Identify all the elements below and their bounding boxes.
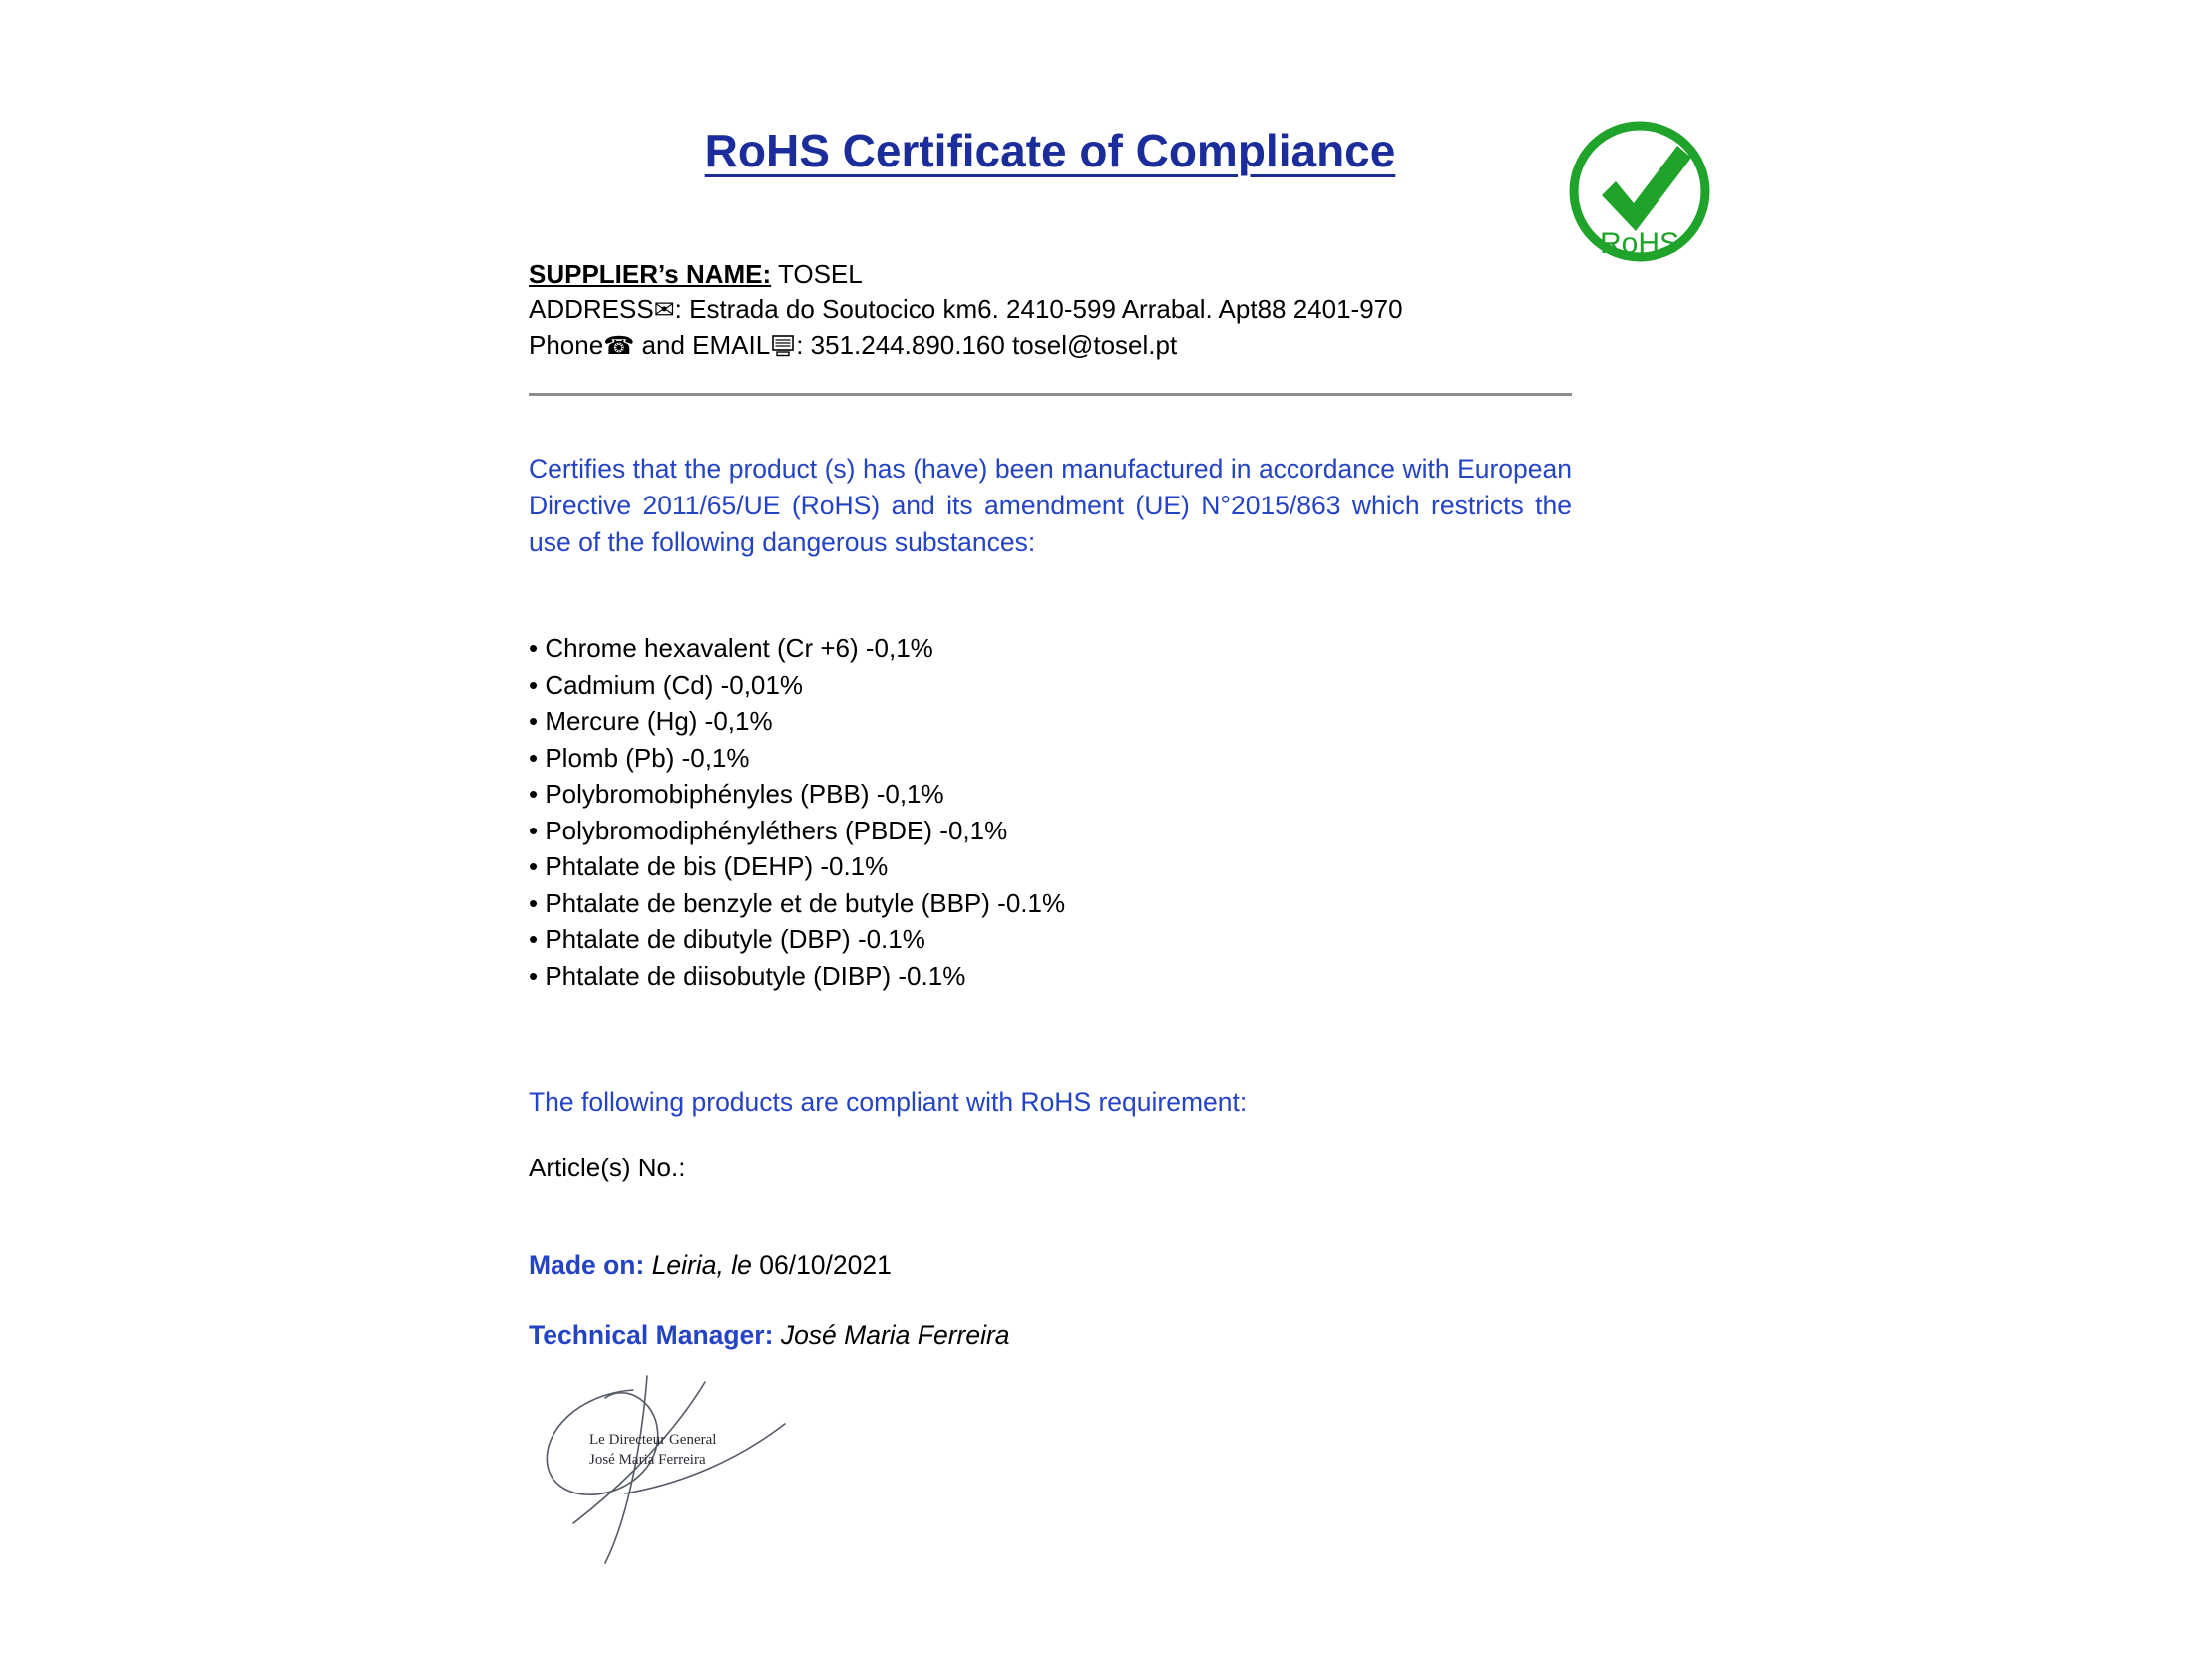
signature-stroke: [605, 1376, 647, 1563]
technical-manager-name: José Maria Ferreira: [780, 1320, 1010, 1350]
made-on-place: Leiria, le: [651, 1250, 752, 1280]
certification-statement: Certifies that the product (s) has (have) been manufactured in accordance with European Directive 2011/65/UE (RoHS) and its amendment (UE) N°2015/863 which restricts the use of the following dangerous substances:: [529, 454, 1572, 557]
rohs-logo-label: RoHS: [1599, 227, 1680, 260]
substance-item: • Phtalate de dibutyle (DBP) -0.1%: [529, 921, 1572, 958]
contact-value: : 351.244.890.160 tosel@tosel.pt: [796, 330, 1178, 360]
signature-line1: Le Directeur General: [589, 1432, 717, 1448]
checkmark-icon: [1602, 146, 1691, 231]
supplier-address-line: [529, 292, 1572, 328]
phone-icon: ☎: [603, 332, 635, 360]
divider-rule: [529, 393, 1572, 396]
supplier-block: [529, 257, 1572, 364]
substance-item: • Cadmium (Cd) -0,01%: [529, 667, 1572, 704]
substance-item: • Chrome hexavalent (Cr +6) -0,1%: [529, 630, 1572, 667]
made-on-label: Made on:: [529, 1250, 645, 1280]
signature-line2: José Maria Ferreira: [589, 1452, 706, 1468]
substance-item: • Phtalate de bis (DEHP) -0.1%: [529, 848, 1572, 885]
substance-item: • Mercure (Hg) -0,1%: [529, 703, 1572, 740]
envelope-icon: ✉: [653, 296, 675, 324]
made-on-line: [529, 1250, 1572, 1281]
computer-icon: [771, 335, 795, 357]
phone-label: Phone: [529, 330, 604, 360]
substance-item: • Phtalate de benzyle et de butyle (BBP) -0.1%: [529, 885, 1572, 922]
address-value: : Estrada do Soutocico km6. 2410-599 Arrabal. Apt88 2401-970: [674, 294, 1403, 324]
substance-item: • Plomb (Pb) -0,1%: [529, 740, 1572, 777]
rohs-logo-graphic: [1564, 116, 1715, 267]
supplier-name-line: [529, 257, 1572, 292]
signature-image: [534, 1362, 922, 1581]
substance-item: • Polybromobiphényles (PBB) -0,1%: [529, 776, 1572, 813]
supplier-name-label: SUPPLIER’s NAME:: [529, 259, 772, 289]
substances-list: [529, 630, 1572, 994]
signature-block: [534, 1362, 922, 1581]
technical-manager-label: Technical Manager:: [529, 1320, 774, 1350]
address-label: ADDRESS: [529, 294, 654, 324]
document-title: RoHS Certificate of Compliance: [704, 125, 1396, 176]
supplier-contact-line: [529, 328, 1572, 364]
compliance-statement: The following products are compliant with RoHS requirement:: [529, 1087, 1248, 1117]
made-on-date: 06/10/2021: [759, 1250, 892, 1280]
email-label: and EMAIL: [641, 330, 771, 360]
rohs-logo: [1564, 116, 1715, 267]
technical-manager-line: [529, 1320, 1572, 1351]
substance-item: • Phtalate de diisobutyle (DIBP) -0.1%: [529, 958, 1572, 995]
article-number-label: Article(s) No.:: [529, 1153, 686, 1182]
substance-item: • Polybromodiphényléthers (PBDE) -0,1%: [529, 813, 1572, 849]
supplier-name-value: TOSEL: [777, 259, 863, 289]
